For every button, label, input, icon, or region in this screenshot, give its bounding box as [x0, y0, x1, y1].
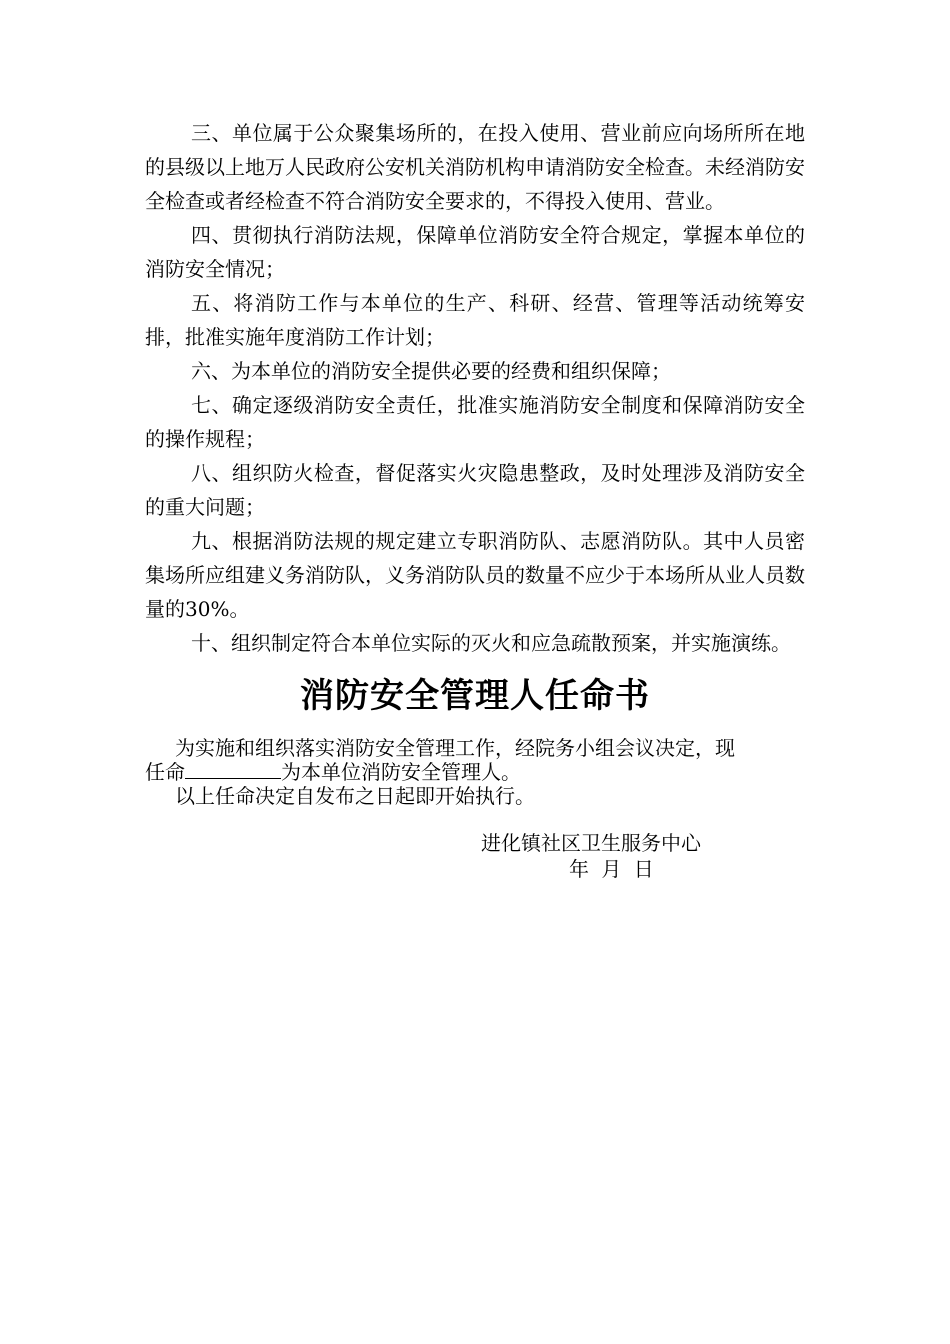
appointment-line-2 [145, 760, 805, 784]
clause-9: 九、根据消防法规的规定建立专职消防队、志愿消防队。其中人员密集场所应组建义务消防队，义务消防队员的数量不应少于本场所从业人员数量的30%。 [145, 529, 805, 621]
appointment-suffix: 为本单位消防安全管理人。 [281, 760, 521, 784]
appointment-line-3: 以上任命决定自发布之日起即开始执行。 [175, 784, 535, 808]
appointment-title: 消防安全管理人任命书 [300, 676, 650, 716]
clause-4: 四、贯彻执行消防法规，保障单位消防安全符合规定，掌握本单位的消防安全情况； [145, 223, 805, 281]
clause-7: 七、确定逐级消防安全责任，批准实施消防安全制度和保障消防安全的操作规程； [145, 393, 805, 451]
signature-date: 年 月 日 [569, 857, 654, 881]
clause-8: 八、组织防火检查，督促落实火灾隐患整政，及时处理涉及消防安全的重大问题； [145, 461, 805, 519]
organization-name: 进化镇社区卫生服务中心 [481, 831, 701, 855]
clause-5: 五、将消防工作与本单位的生产、科研、经营、管理等活动统筹安排，批准实施年度消防工作计划； [145, 291, 805, 349]
clause-6: 六、为本单位的消防安全提供必要的经费和组织保障； [191, 359, 671, 383]
clause-10: 十、组织制定符合本单位实际的灭火和应急疏散预案，并实施演练。 [191, 631, 791, 655]
appointment-prefix: 任命 [145, 760, 185, 784]
appointment-line-1: 为实施和组织落实消防安全管理工作，经院务小组会议决定，现 [175, 736, 735, 760]
document-page [145, 116, 805, 882]
name-blank-line [185, 760, 281, 779]
clause-3: 三、单位属于公众聚集场所的，在投入使用、营业前应向场所所在地的县级以上地万人民政府公安机关消防机构申请消防安全检查。未经消防安全检查或者经检查不符合消防安全要求的，不得投入使用、营业。 [145, 121, 805, 213]
signature-block [145, 830, 805, 882]
appointment-body [145, 736, 805, 808]
